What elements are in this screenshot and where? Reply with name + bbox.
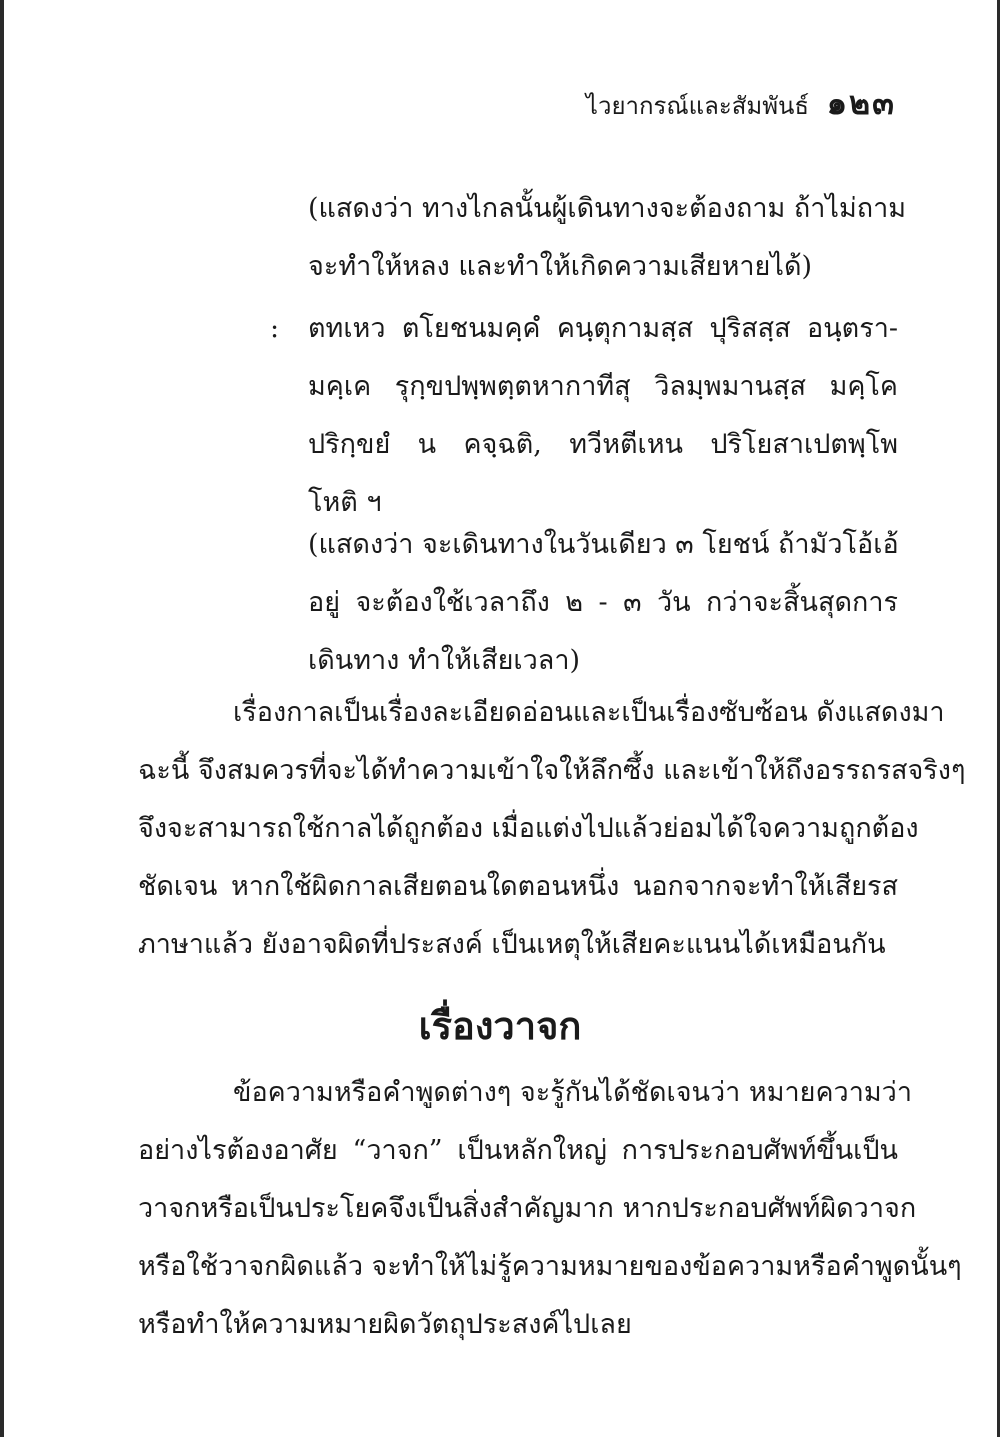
text-line: ภาษาแล้ว ยังอาจผิดที่ประสงค์ เป็นเหตุให้เสียคะแนนได้เหมือนกัน <box>138 929 886 960</box>
example-2-note <box>308 516 898 690</box>
text-line: มคฺเค รุกฺขปพฺพตฺตหากาทีสุ วิลมฺพมานสฺส มคฺโค <box>308 371 898 402</box>
text-line: จึงจะสามารถใช้กาลได้ถูกต้อง เมื่อแต่งไปแล้วย่อมได้ใจความถูกต้อง <box>138 813 919 844</box>
text-line: หรือทำให้ความหมายผิดวัตถุประสงค์ไปเลย <box>138 1309 632 1340</box>
running-title: ไวยากรณ์และสัมพันธ์ <box>585 92 810 120</box>
page-left-border <box>0 0 4 1437</box>
example-marker: : <box>270 313 280 344</box>
paragraph-voice <box>138 1064 962 1354</box>
text-line: วาจกหรือเป็นประโยคจึงเป็นสิ่งสำคัญมาก หากประกอบศัพท์ผิดวาจก <box>138 1193 917 1224</box>
text-line: ข้อความหรือคำพูดต่างๆ จะรู้กันได้ชัดเจนว่า หมายความว่า <box>233 1077 912 1108</box>
example-2-pali <box>308 300 898 532</box>
text-line: หรือใช้วาจกผิดแล้ว จะทำให้ไม่รู้ความหมายของข้อความหรือคำพูดนั้นๆ <box>138 1251 962 1282</box>
text-line: (แสดงว่า จะเดินทางในวันเดียว ๓ โยชน์ ถ้ามัวโอ้เอ้ <box>308 529 899 560</box>
text-line: ชัดเจน หากใช้ผิดกาลเสียตอนใดตอนหนึ่ง นอกจากจะทำให้เสียรส <box>138 871 898 902</box>
text-line: ปริกฺขยํ น คจฺฉติ, ทวีหตีเหน ปริโยสาเปตพฺโพ <box>308 429 898 460</box>
text-line: เรื่องกาลเป็นเรื่องละเอียดอ่อนและเป็นเรื่องซับซ้อน ดังแสดงมา <box>233 697 945 728</box>
running-header <box>586 78 896 129</box>
section-heading: เรื่องวาจก <box>418 1003 582 1048</box>
text-line: เดินทาง ทำให้เสียเวลา) <box>308 645 581 676</box>
text-line: อย่างไรต้องอาศัย “วาจก” เป็นหลักใหญ่ การประกอบศัพท์ขึ้นเป็น <box>138 1135 898 1166</box>
page-number: ๑๒๓ <box>826 84 896 122</box>
text-line: ตทเหว ตโยชนมคฺคํ คนฺตุกามสฺส ปุริสสฺส อนฺตรา- <box>308 313 898 344</box>
text-line: โหติ ฯ <box>308 487 382 518</box>
paragraph-tense <box>138 684 966 974</box>
example-1-note <box>308 180 907 296</box>
text-line: ฉะนี้ จึงสมควรที่จะได้ทำความเข้าใจให้ลึกซึ้ง และเข้าให้ถึงอรรถรสจริงๆ <box>138 755 966 786</box>
text-line: จะทำให้หลง และทำให้เกิดความเสียหายได้) <box>308 251 813 282</box>
text-line: อยู่ จะต้องใช้เวลาถึง ๒ - ๓ วัน กว่าจะสิ้นสุดการ <box>308 587 898 618</box>
text-line: (แสดงว่า ทางไกลนั้นผู้เดินทางจะต้องถาม ถ้าไม่ถาม <box>308 193 907 224</box>
